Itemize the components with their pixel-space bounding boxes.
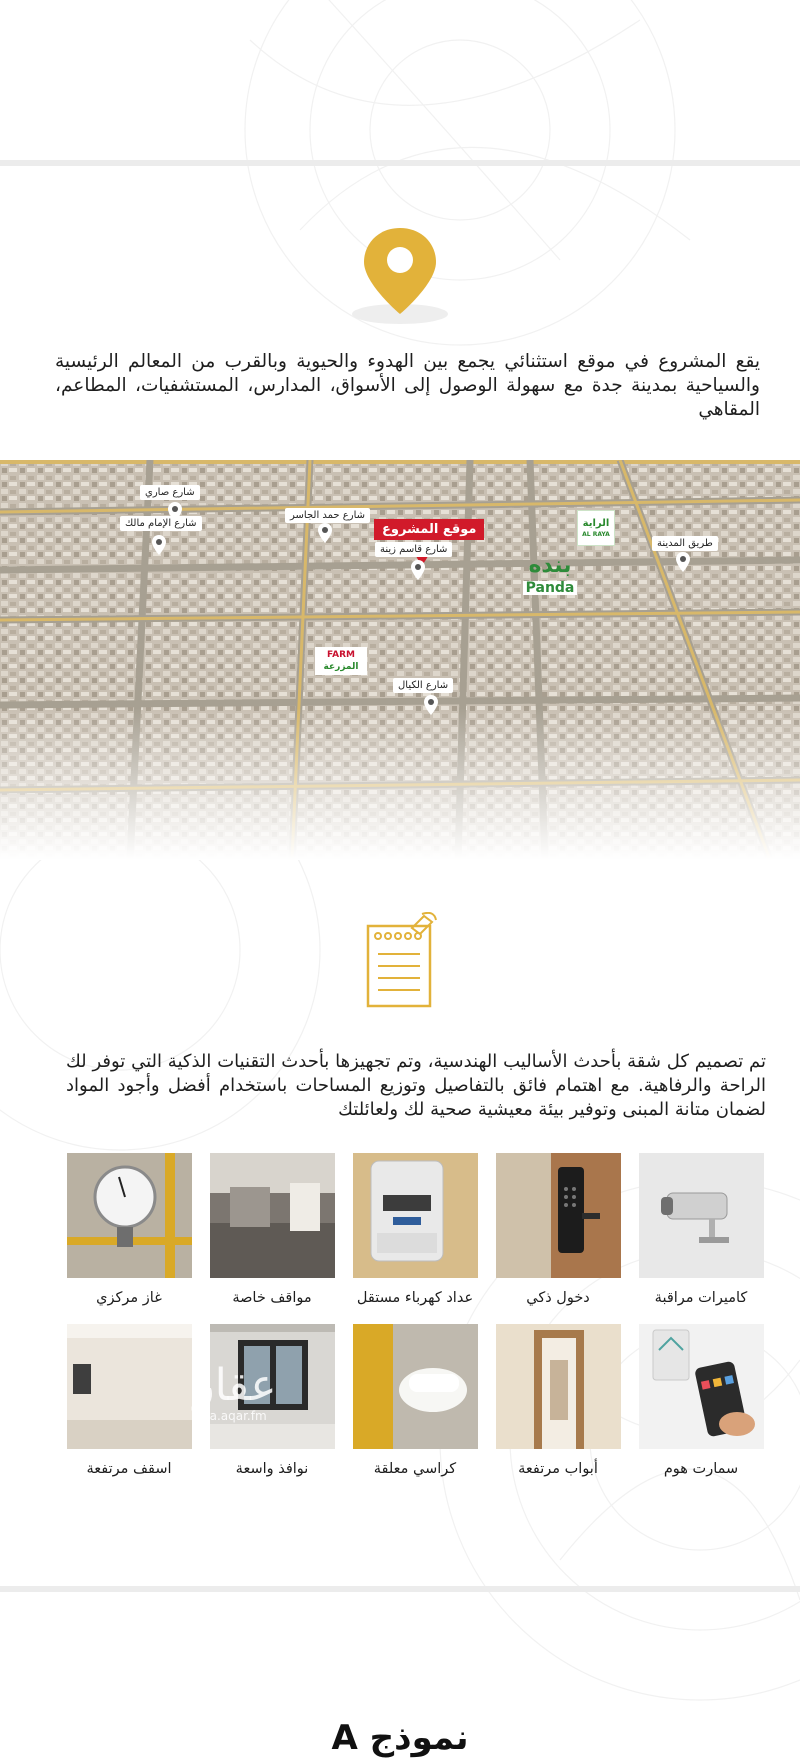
- feature-image-wall-hung-toilet: [353, 1324, 478, 1449]
- watermark-url: sa.aqar.fm: [203, 1409, 267, 1423]
- feature-label-smart-home: سمارت هوم: [663, 1461, 739, 1477]
- street-label-sari: شارع صاري: [140, 485, 200, 500]
- panda-logo: [520, 555, 580, 596]
- feature-label-wide-windows: نوافذ واسعة: [235, 1461, 309, 1477]
- feature-label-gas-gauge: غاز مركزي: [96, 1290, 162, 1306]
- feature-label-electricity-meter: عداد كهرباء مستقل: [356, 1290, 474, 1306]
- feature-image-smart-home: [639, 1324, 764, 1449]
- location-pin-icon: [340, 222, 460, 328]
- feature-label-tall-doors: أبواب مرتفعة: [518, 1461, 598, 1477]
- farm-logo: [315, 647, 367, 675]
- aerial-map: [0, 460, 800, 860]
- feature-label-parking: مواقف خاصة: [232, 1290, 312, 1306]
- street-label-imam-malik: شارع الإمام مالك: [120, 516, 202, 531]
- farm-logo-english: FARM: [327, 650, 355, 660]
- feature-image-tall-doors: [496, 1324, 621, 1449]
- feature-label-wall-hung-toilet: كراسي معلقة: [373, 1461, 457, 1477]
- street-label-qasim-zaina: شارع قاسم زينة: [375, 542, 452, 557]
- map-pin-icon: [152, 535, 166, 555]
- map-pin-icon: [411, 560, 425, 580]
- model-title: نموذج A: [331, 1718, 469, 1758]
- top-divider: [0, 160, 800, 166]
- feature-label-smart-lock: دخول ذكي: [526, 1290, 590, 1306]
- notepad-icon: [362, 912, 440, 1012]
- alraya-logo: [577, 510, 615, 546]
- farm-logo-arabic: المزرعة: [323, 662, 359, 672]
- map-pin-icon: [424, 695, 438, 715]
- bottom-divider: [0, 1586, 800, 1592]
- project-location-label: موقع المشروع: [374, 519, 484, 540]
- alraya-logo-arabic: الراية: [582, 518, 610, 529]
- map-pin-icon: [318, 523, 332, 543]
- watermark-text: عقار: [193, 1360, 277, 1411]
- aqar-watermark: [150, 1360, 320, 1433]
- feature-label-security-camera: كاميرات مراقبة: [654, 1290, 748, 1306]
- street-label-madina-road: طريق المدينة: [652, 536, 718, 551]
- feature-image-parking: [210, 1153, 335, 1278]
- feature-image-electricity-meter: [353, 1153, 478, 1278]
- design-description: تم تصميم كل شقة بأحدث الأساليب الهندسية، وتم تجهيزها بأحدث التقنيات الذكية التي توفر لك الراحة والرفاهية. مع اهتمام فائق بالتفاصيل وتوزيع المساحات باستخدام أفضل وأجود المواد لضمان متانة المبنى وتوفير بيئة معيشية صحية لك ولعائلتك: [66, 1051, 766, 1120]
- feature-image-smart-lock: [496, 1153, 621, 1278]
- feature-label-high-ceilings: اسقف مرتفعة: [86, 1461, 172, 1477]
- panda-logo-arabic: بنده: [528, 553, 572, 578]
- feature-image-security-camera: [639, 1153, 764, 1278]
- location-description: يقع المشروع في موقع استثنائي يجمع بين الهدوء والحيوية وبالقرب من المعالم الرئيسية والسياحية بمدينة جدة مع سهولة الوصول إلى الأسواق، المدارس، المستشفيات، المطاعم، المقاهي: [55, 351, 760, 420]
- feature-image-gas-gauge: [67, 1153, 192, 1278]
- street-label-kayyal: شارع الكيال: [393, 678, 453, 693]
- panda-logo-english: Panda: [523, 581, 578, 595]
- street-label-hamad-aljasser: شارع حمد الجاسر: [285, 508, 370, 523]
- map-pin-icon: [676, 552, 690, 572]
- alraya-logo-english: AL RAYA: [582, 531, 610, 538]
